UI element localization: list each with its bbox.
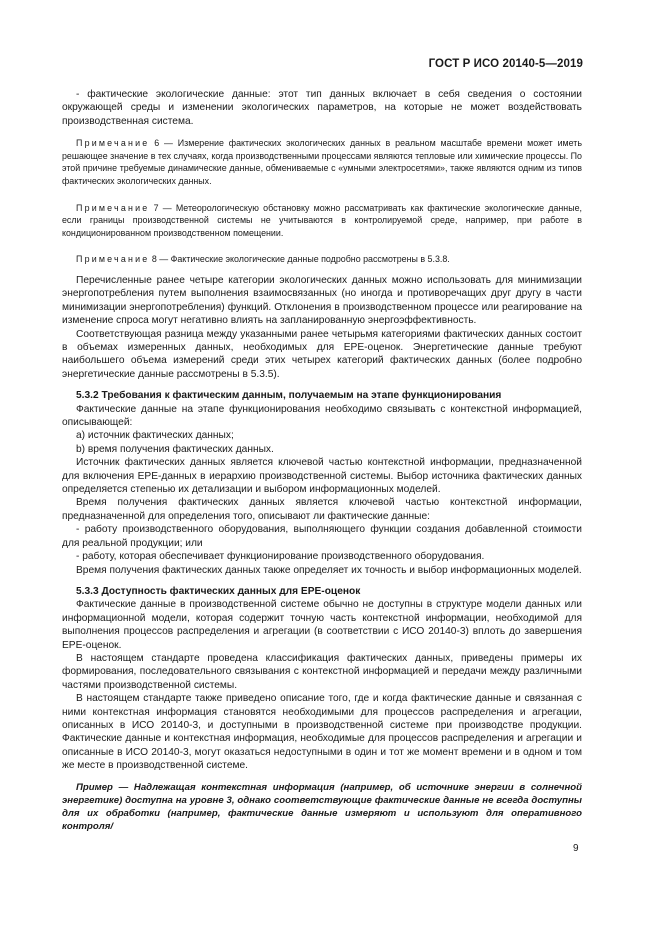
paragraph: - фактические экологические данные: этот тип данных включает в себя сведения о состоянии окружающей среды и изменении экологических параметров, на которые не может воздействовать производственная система. xyxy=(62,89,582,127)
list-item: - работу, которая обеспечивает функционирование производственного оборудования. xyxy=(76,551,485,563)
note-text: 6 — Измерение фактических экологических данных в реальном масштабе времени может иметь решающее значение в тех случаях, когда производственными процессами являются тепловые или химические процессы. По этой причине требуемые динамические данные, обмениваемые с «умными электросетями», также являются одним из типов фактических экологических данных. xyxy=(62,138,582,186)
note-8 xyxy=(62,253,582,266)
note-label: Примечание xyxy=(76,254,150,265)
note-6 xyxy=(62,137,582,187)
list-item: a) источник фактических данных; xyxy=(76,430,234,442)
note-label: Примечание xyxy=(76,202,150,213)
page-number: 9 xyxy=(573,843,579,854)
section-heading-5-3-2: 5.3.2 Требования к фактическим данным, получаемым на этапе функционирования xyxy=(76,390,502,402)
paragraph: Перечисленные ранее четыре категории экологических данных можно использовать для минимизации энергопотребления путем выполнения взаимосвязанных (но иногда и противоречащих друг другу в части минимизации энергопотребления) функций. Отклонения в производственном процессе или реагирование на изменение спроса могут негативно влиять на запланированную энергоэффективность. xyxy=(62,274,582,327)
note-label: Примечание xyxy=(76,138,150,149)
paragraph: Время получения фактических данных также определяет их точность и выбор информационных моделей. xyxy=(76,564,582,576)
list-item: b) время получения фактических данных. xyxy=(76,443,274,455)
note-text: 8 — Фактические экологические данные подробно рассмотрены в 5.3.8. xyxy=(149,254,450,265)
paragraph: В настоящем стандарте также приведено описание того, где и когда фактические данные и связанная с ними контекстная информация становятся необходимыми для процессов распределения и агрегации, описанных в ИСО 20140-3, и доступными в производственной системе при производстве продукции. Фактические данные и контекстная информация, необходимые для процессов распределения и агрегации и описанные в ИСО 20140-3, могут оказаться недоступными в один и тот же момент времени и в одном и том же месте в производственной системе. xyxy=(62,693,582,772)
paragraph: Источник фактических данных является ключевой частью контекстной информации, предназначенной для включения EPE-данных в иерархию производственной системы. Выбор источника фактических данных определяется степенью их детализации и выбором информационных моделей. xyxy=(62,457,582,496)
paragraph: В настоящем стандарте проведена классификация фактических данных, приведены примеры их формирования, последовательного связывания с контекстной информацией и передачи между различными частями производственной системы. xyxy=(62,652,582,691)
paragraph: Фактические данные на этапе функционирования необходимо связывать с контекстной информацией, описывающей: xyxy=(62,403,582,429)
list-item: - работу производственного оборудования, выполняющего функции создания добавленной стоимости для реальной продукции; или xyxy=(62,524,582,549)
note-7 xyxy=(62,202,582,240)
paragraph: Соответствующая разница между указанными ранее четырьмя категориями фактических данных состоит в объемах измеренных данных, необходимых для EPE-оценок. Энергетические данные требуют наибольшего объема измерений среди этих четырех категорий фактических данных (более подробно энергетические данные рассмотрены в 5.3.5). xyxy=(62,328,582,380)
paragraph: Фактические данные в производственной системе обычно не доступны в структуре модели данных или информационной модели, которая содержит точную часть контекстной информации, необходимой для выполнения процессов распределения и агрегации (в соответствии с ИСО 20140-3) вплоть до завершения EPE-оценок. xyxy=(62,599,582,651)
document-header: ГОСТ Р ИСО 20140-5—2019 xyxy=(428,58,583,70)
section-heading-5-3-3: 5.3.3 Доступность фактических данных для EPE-оценок xyxy=(76,585,361,597)
example-paragraph: Пример — Надлежащая контекстная информация (например, об источнике энергии в солнечной энергетике) доступна на уровне 3, однако соответствующие фактические данные не всегда доступны для их обработки (например, фактические данные измеряют и используют для оперативного контроля/ xyxy=(62,781,582,832)
page-body xyxy=(62,88,582,833)
paragraph: Время получения фактических данных является ключевой частью контекстной информации, предназначенной для определения того, описывают ли фактические данные: xyxy=(62,497,582,522)
note-text: 7 — Метеорологическую обстановку можно рассматривать как фактические экологические данные, если границы производственной системы не учитываются в контролируемой среде, например, при работе в кондиционированном производственном помещении. xyxy=(62,202,582,238)
